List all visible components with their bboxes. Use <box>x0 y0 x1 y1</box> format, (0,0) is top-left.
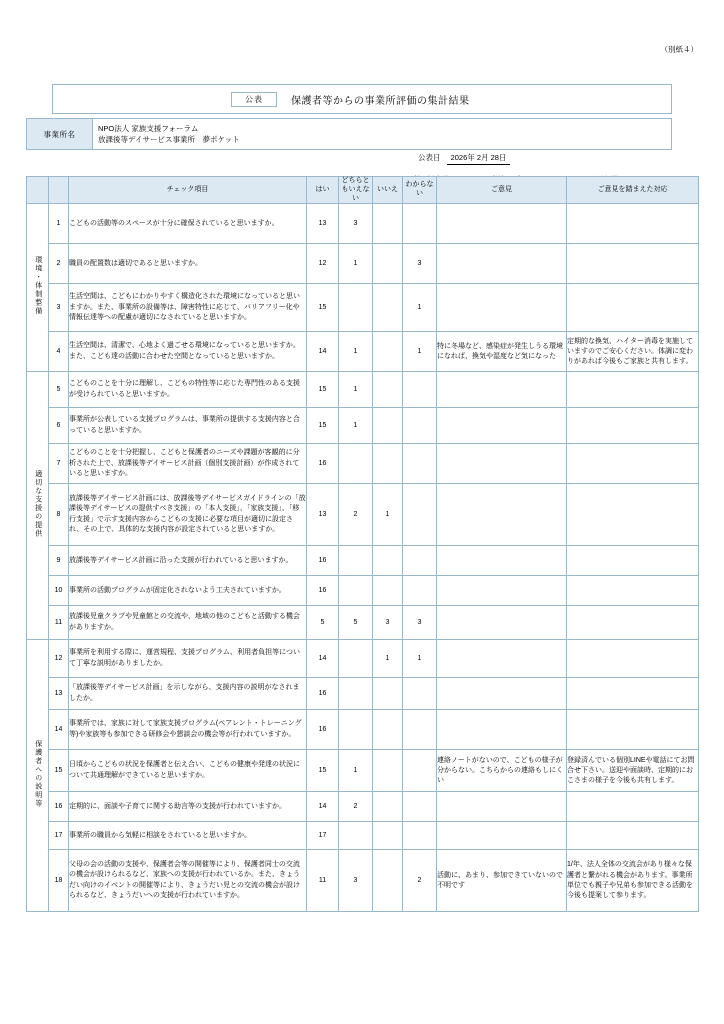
check-item-text: こどもの活動等のスペースが十分に確保されていると思いますか。 <box>69 204 307 244</box>
row-number: 1 <box>49 204 69 244</box>
row-number: 13 <box>49 678 69 710</box>
count-no <box>373 546 403 576</box>
table-row <box>27 640 699 678</box>
table-row <box>27 546 699 576</box>
count-yes: 14 <box>307 792 339 822</box>
count-no <box>373 750 403 792</box>
count-yes: 11 <box>307 850 339 912</box>
row-number: 18 <box>49 850 69 912</box>
count-somewhat: 1 <box>339 372 373 408</box>
count-unknown <box>403 444 437 484</box>
opinion-text <box>437 678 567 710</box>
opinion-text <box>437 822 567 850</box>
check-item-text: 事業所が公表している支援プログラムは、事業所の提供する支援内容と合っていると思いますか。 <box>69 408 307 444</box>
col-opinion: ご意見 <box>437 177 567 204</box>
count-yes: 14 <box>307 332 339 372</box>
response-text <box>567 710 699 750</box>
check-item-text: 日頃からこどもの状況を保護者と伝え合い、こどもの健康や発達の状況について共通理解ができていると思いますか。 <box>69 750 307 792</box>
check-item-text: 放課後児童クラブや児童館との交流や、地域の他のこどもと活動する機会がありますか。 <box>69 606 307 640</box>
check-item-text: 「放課後等デイサービス計画」を示しながら、支援内容の説明がなされましたか。 <box>69 678 307 710</box>
opinion-text: 連絡ノートがないので、こどもの様子が分からない。こちらからの連絡もしにくい <box>437 750 567 792</box>
count-no <box>373 444 403 484</box>
response-text <box>567 408 699 444</box>
count-yes: 15 <box>307 408 339 444</box>
row-number: 6 <box>49 408 69 444</box>
count-unknown <box>403 484 437 546</box>
count-yes: 14 <box>307 640 339 678</box>
check-item-text: 生活空間は、清潔で、心地よく過ごせる環境になっていると思いますか。また、こども達の活動に合わせた空間となっていると思いますか。 <box>69 332 307 372</box>
count-somewhat <box>339 822 373 850</box>
count-no <box>373 284 403 332</box>
table-row <box>27 750 699 792</box>
check-item-text: 放課後等デイサービス計画に沿った支援が行われていると思いますか。 <box>69 546 307 576</box>
opinion-text <box>437 640 567 678</box>
table-row <box>27 678 699 710</box>
check-item-text: 事業所の活動プログラムが固定化されないよう工夫されていますか。 <box>69 576 307 606</box>
table-row <box>27 332 699 372</box>
opinion-text <box>437 576 567 606</box>
table-row <box>27 372 699 408</box>
row-number: 10 <box>49 576 69 606</box>
col-no: いいえ <box>373 177 403 204</box>
response-text <box>567 444 699 484</box>
count-somewhat <box>339 640 373 678</box>
opinion-text <box>437 546 567 576</box>
count-unknown: 1 <box>403 332 437 372</box>
col-number <box>49 177 69 204</box>
table-row <box>27 822 699 850</box>
publish-date-value: 2026年 2月 28日 <box>447 152 511 165</box>
table-row <box>27 576 699 606</box>
opinion-text <box>437 408 567 444</box>
check-item-text: こどものことを十分把握し、こどもと保護者のニーズや課題が客観的に分析された上で、放課後等デイサービス計画（個別支援計画）が作成されていると思いますか。 <box>69 444 307 484</box>
row-number: 4 <box>49 332 69 372</box>
row-number: 5 <box>49 372 69 408</box>
count-no: 1 <box>373 484 403 546</box>
count-somewhat: 1 <box>339 408 373 444</box>
col-somewhat: どちらともいえない <box>339 177 373 204</box>
category-cell <box>27 640 49 912</box>
count-no <box>373 244 403 284</box>
count-somewhat: 3 <box>339 204 373 244</box>
row-number: 11 <box>49 606 69 640</box>
opinion-text <box>437 204 567 244</box>
opinion-text <box>437 444 567 484</box>
count-unknown <box>403 204 437 244</box>
count-somewhat <box>339 576 373 606</box>
row-number: 8 <box>49 484 69 546</box>
count-yes: 17 <box>307 822 339 850</box>
col-check-item: チェック項目 <box>69 177 307 204</box>
response-text <box>567 576 699 606</box>
table-row <box>27 444 699 484</box>
row-number: 16 <box>49 792 69 822</box>
category-label: 環境・体制整備 <box>34 255 42 316</box>
count-somewhat <box>339 444 373 484</box>
category-cell <box>27 372 49 640</box>
table-body <box>27 204 699 912</box>
count-unknown <box>403 750 437 792</box>
count-yes: 15 <box>307 750 339 792</box>
response-text <box>567 284 699 332</box>
check-item-text: 放課後等デイサービス計画には、放課後等デイサービスガイドラインの「放課後等デイサービスの提供すべき支援」の「本人支援」、「家族支援」、「移行支援」で示す支援内容からこどもの支援に必要な項目が適切に設定され、その上で、具体的な支援内容が設定されていると思いますか。 <box>69 484 307 546</box>
opinion-text <box>437 606 567 640</box>
response-text: 1/年、法人全体の交流会があり様々な保護者と繋がれる機会があります。事業所単位でも親子や兄弟も参加できる活動を今後も提案して参ります。 <box>567 850 699 912</box>
page-title: 保護者等からの事業所評価の集計結果 <box>291 95 470 107</box>
opinion-text: 特に冬場など、感染症が発生しうる環境になれば、換気や湿度など気になった <box>437 332 567 372</box>
table-row <box>27 284 699 332</box>
check-item-text: 事業所の職員から気軽に相談をされていると思いますか。 <box>69 822 307 850</box>
row-number: 14 <box>49 710 69 750</box>
count-unknown: 1 <box>403 284 437 332</box>
office-corporation: NPO法人 家族支援フォーラム <box>98 124 199 133</box>
count-unknown <box>403 822 437 850</box>
table-row <box>27 606 699 640</box>
response-text <box>567 372 699 408</box>
office-name-values <box>93 119 671 149</box>
table-row <box>27 850 699 912</box>
row-number: 3 <box>49 284 69 332</box>
opinion-text <box>437 484 567 546</box>
document-title-box <box>52 84 672 114</box>
count-yes: 5 <box>307 606 339 640</box>
count-unknown <box>403 546 437 576</box>
opinion-text <box>437 244 567 284</box>
check-item-text: 事業所では、家族に対して家族支援プログラム(ペアレント・トレーニング等)や家族等も参加できる研修会や懇談会の機会等が行われていますか。 <box>69 710 307 750</box>
opinion-text <box>437 710 567 750</box>
response-text <box>567 484 699 546</box>
count-somewhat: 1 <box>339 332 373 372</box>
category-label: 適切な支援の提供 <box>34 469 42 538</box>
count-unknown: 3 <box>403 244 437 284</box>
count-yes: 12 <box>307 244 339 284</box>
count-yes: 13 <box>307 204 339 244</box>
count-somewhat <box>339 678 373 710</box>
table-row <box>27 792 699 822</box>
count-somewhat: 1 <box>339 750 373 792</box>
count-yes: 16 <box>307 576 339 606</box>
row-number: 9 <box>49 546 69 576</box>
table-row <box>27 484 699 546</box>
count-no <box>373 332 403 372</box>
response-text <box>567 792 699 822</box>
row-number: 2 <box>49 244 69 284</box>
count-no <box>373 678 403 710</box>
check-item-text: 事業所を利用する際に、運営規程、支援プログラム、利用者負担等について丁寧な説明がありましたか。 <box>69 640 307 678</box>
count-no <box>373 822 403 850</box>
count-somewhat: 3 <box>339 850 373 912</box>
response-text <box>567 606 699 640</box>
count-no <box>373 408 403 444</box>
count-somewhat <box>339 546 373 576</box>
count-unknown <box>403 408 437 444</box>
office-facility: 放課後等デイサービス事業所 夢ポケット <box>98 135 240 145</box>
table-row <box>27 244 699 284</box>
response-text <box>567 204 699 244</box>
count-no <box>373 576 403 606</box>
count-unknown: 2 <box>403 850 437 912</box>
count-somewhat: 2 <box>339 484 373 546</box>
table-row <box>27 204 699 244</box>
table-header <box>27 177 699 204</box>
count-unknown <box>403 792 437 822</box>
opinion-text <box>437 792 567 822</box>
response-text <box>567 822 699 850</box>
count-unknown: 3 <box>403 606 437 640</box>
table-row <box>27 408 699 444</box>
count-somewhat: 1 <box>339 244 373 284</box>
count-somewhat <box>339 710 373 750</box>
count-yes: 13 <box>307 484 339 546</box>
opinion-text: 活動に、あまり、参加できていないので不明です <box>437 850 567 912</box>
count-no: 1 <box>373 640 403 678</box>
category-label: 保護者への説明等 <box>34 739 42 808</box>
count-no <box>373 792 403 822</box>
col-unknown: わからない <box>403 177 437 204</box>
count-yes: 16 <box>307 710 339 750</box>
count-yes: 16 <box>307 444 339 484</box>
check-item-text: 職員の配置数は適切であると思いますか。 <box>69 244 307 284</box>
col-yes: はい <box>307 177 339 204</box>
publish-date-row <box>418 152 510 165</box>
count-unknown <box>403 372 437 408</box>
count-no <box>373 204 403 244</box>
count-yes: 15 <box>307 372 339 408</box>
count-unknown <box>403 710 437 750</box>
count-no <box>373 372 403 408</box>
count-unknown <box>403 678 437 710</box>
count-yes: 15 <box>307 284 339 332</box>
publication-badge: 公表 <box>231 92 277 107</box>
count-somewhat: 2 <box>339 792 373 822</box>
row-number: 15 <box>49 750 69 792</box>
count-unknown: 1 <box>403 640 437 678</box>
count-unknown <box>403 576 437 606</box>
check-item-text: 生活空間は、こどもにわかりやすく構造化された環境になっていると思いますか。また、事業所の設備等は、障害特性に応じて、バリアフリー化や情報伝達等への配慮が適切になされていると思いますか。 <box>69 284 307 332</box>
office-info-block <box>26 118 672 150</box>
response-text <box>567 640 699 678</box>
count-no <box>373 710 403 750</box>
response-text: 登録済んでいる個別LINEや電話にてお問合せ下さい。送迎や面談時、定期的におこさまの様子を今後も共有します。 <box>567 750 699 792</box>
check-item-text: こどものことを十分に理解し、こどもの特性等に応じた専門性のある支援が受けられていると思いますか。 <box>69 372 307 408</box>
opinion-text <box>437 372 567 408</box>
col-category <box>27 177 49 204</box>
response-text <box>567 678 699 710</box>
count-yes: 16 <box>307 678 339 710</box>
count-yes: 16 <box>307 546 339 576</box>
attachment-note: （別紙４） <box>660 45 698 54</box>
publish-date-label: 公表日 <box>418 153 441 162</box>
count-no: 3 <box>373 606 403 640</box>
row-number: 7 <box>49 444 69 484</box>
count-somewhat <box>339 284 373 332</box>
evaluation-results-table <box>26 176 699 912</box>
table-row <box>27 710 699 750</box>
response-text <box>567 244 699 284</box>
response-text <box>567 546 699 576</box>
col-response: ご意見を踏まえた対応 <box>567 177 699 204</box>
office-name-label: 事業所名 <box>27 119 93 149</box>
count-no <box>373 850 403 912</box>
row-number: 17 <box>49 822 69 850</box>
category-cell <box>27 204 49 372</box>
check-item-text: 父母の会の活動の支援や、保護者会等の開催等により、保護者同士の交流の機会が設けられるなど、家族への支援が行われているか。また、きょうだい向けのイベントの開催等により、きょうだい児との交流の機会が設けられるなど、きょうだいへの支援が行われていますか。 <box>69 850 307 912</box>
check-item-text: 定期的に、面談や子育てに関する助言等の支援が行われていますか。 <box>69 792 307 822</box>
count-somewhat: 5 <box>339 606 373 640</box>
opinion-text <box>437 284 567 332</box>
response-text: 定期的な換気、ハイター消毒を実施していますのでご安心ください。体調に変わりがあれば今後もご家族と共有します。 <box>567 332 699 372</box>
row-number: 12 <box>49 640 69 678</box>
